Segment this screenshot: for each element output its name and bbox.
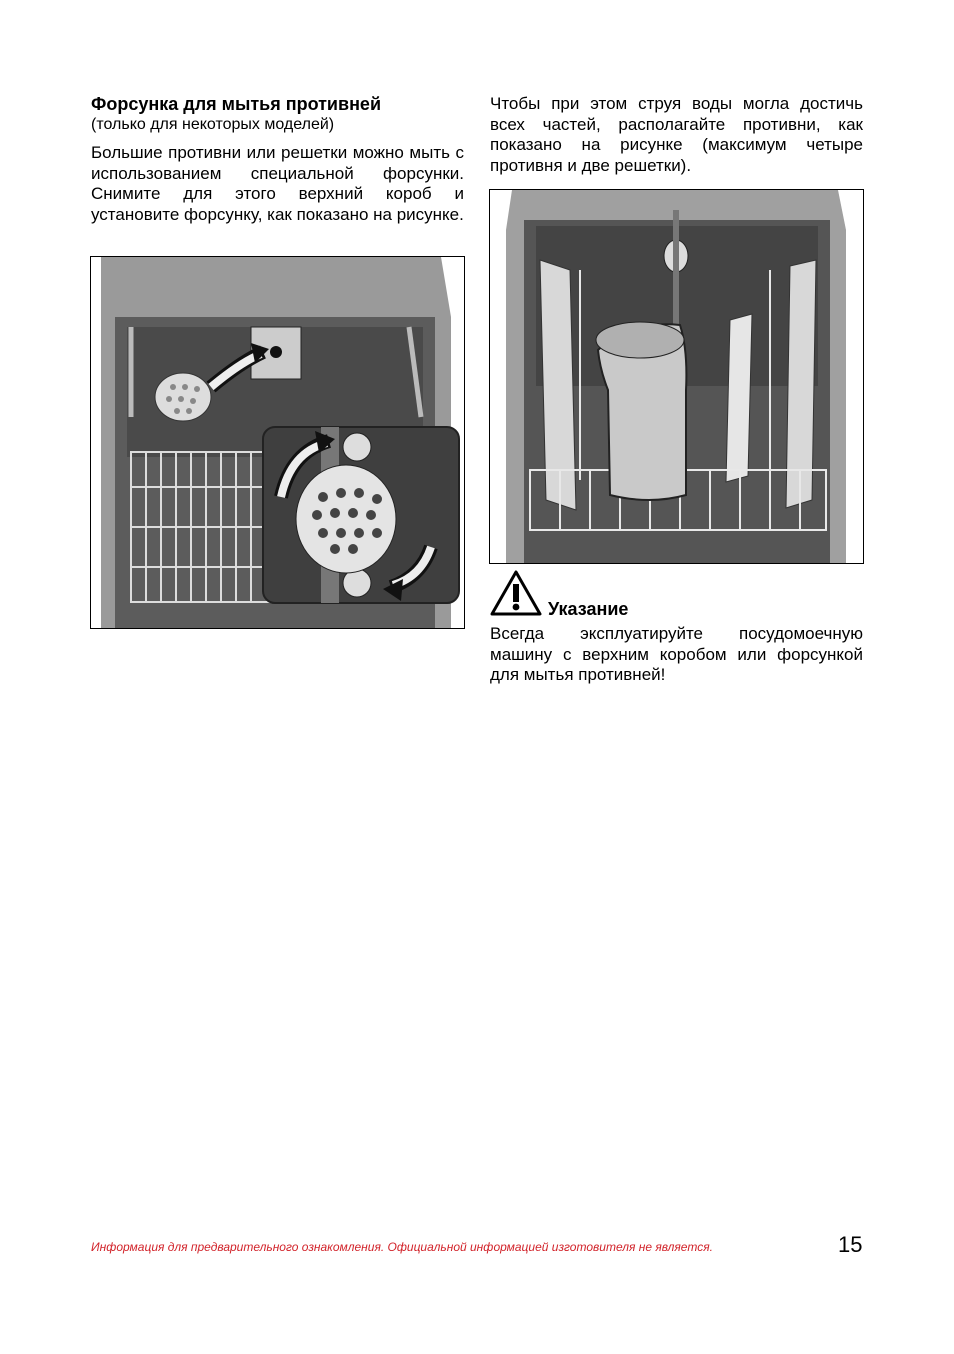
notice-body-text: Всегда эксплуатируйте посудомоечную машину с верхним коробом или форсункой для мытья противней! — [490, 624, 863, 684]
page-number: 15 — [838, 1232, 863, 1257]
footer-disclaimer: Информация для предварительного ознакомления. Официальной информацией изготовителя не является. — [91, 1240, 713, 1254]
nozzle-installation-illustration — [90, 256, 465, 629]
section-subtitle: (только для некоторых моделей) — [91, 116, 335, 133]
right-column — [490, 94, 863, 176]
section-title: Форсунка для мытья противней — [91, 94, 382, 114]
right-body-text: Чтобы при этом струя воды могла достичь всех частей, располагайте противни, как показано на рисунке (максимум четыре противня и две решетки). — [490, 94, 863, 175]
tray-placement-illustration — [489, 189, 864, 564]
notice-title: Указание — [548, 599, 629, 619]
left-body-text: Большие противни или решетки можно мыть с использованием специальной форсунки. Снимите для этого верхний короб и установите форсунку, как показано на рисунке. — [91, 143, 464, 224]
left-column — [91, 94, 464, 225]
warning-icon — [490, 569, 542, 622]
notice-block — [490, 572, 863, 686]
